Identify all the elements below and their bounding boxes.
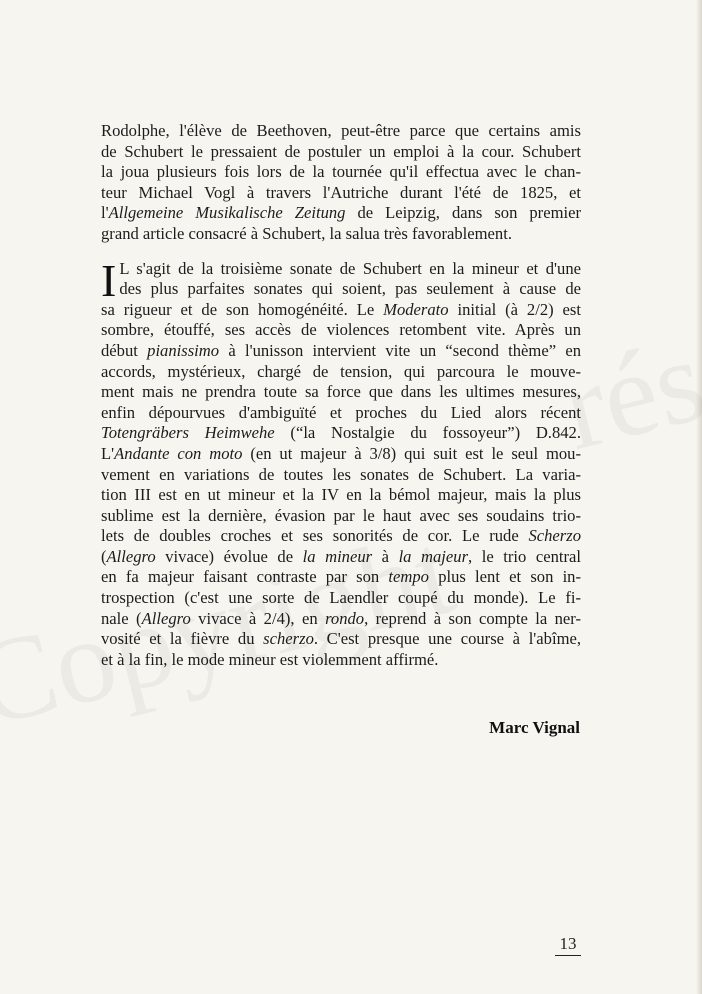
italic-segment: Andante con moto: [114, 443, 243, 463]
text-line: [101, 341, 581, 362]
text-line: [101, 567, 581, 588]
italic-segment: Allegro: [106, 546, 156, 566]
text-line: tion III est en ut mineur et la IV en la bémol majeur, mais la plus: [101, 485, 581, 505]
text-line: sombre, étouffé, ses accès de violences retombent vite. Après un: [101, 320, 581, 340]
text-segment: vivace à 2/4), en: [190, 608, 326, 628]
text-segment: en fa majeur faisant contraste par son: [101, 567, 389, 587]
italic-segment: tempo: [388, 567, 429, 587]
italic-segment: Moderato: [383, 299, 449, 319]
text-segment: vivace) évolue de: [155, 546, 303, 566]
text-line: L s'agit de la troisième sonate de Schubert en la mineur et d'une: [119, 258, 581, 278]
text-line: enfin dépourvues d'ambiguïté et proches du Lied alors récent: [101, 402, 581, 422]
page-number: 13: [555, 934, 581, 956]
text-line: [101, 526, 581, 547]
text-line: [101, 203, 581, 224]
text-line: de Schubert le pressaient de postuler un emploi à la cour. Schubert: [101, 141, 581, 161]
text-line: sublime est la dernière, évasion par le haut avec ses soudains trio-: [101, 505, 581, 525]
text-line: grand article consacré à Schubert, la salua très favorablement.: [101, 223, 512, 243]
text-line: la joua plusieurs fois lors de la tournée qu'il effectua avec le chan-: [101, 162, 581, 182]
text-segment: (en ut majeur à 3/8) qui suit est le seul mou-: [242, 443, 581, 463]
page-edge-shadow: [696, 0, 702, 994]
italic-segment: rondo: [325, 608, 365, 628]
italic-segment: scherzo: [263, 629, 314, 649]
italic-segment: Allegro: [141, 608, 191, 628]
text-segment: lets de doubles croches et ses sonorités de cor. Le rude: [101, 526, 529, 546]
text-line: trospection (c'est une sorte de Laendler coupé du monde). Le fi-: [101, 588, 581, 608]
italic-segment: Scherzo: [528, 526, 581, 546]
text-segment: plus lent et son in-: [428, 567, 582, 587]
italic-segment: la mineur: [302, 546, 373, 566]
text-line: [101, 547, 581, 568]
text-segment: (“la Nostalgie du fossoyeur”) D.842.: [274, 423, 581, 443]
drop-cap: I: [101, 254, 117, 306]
text-line: [101, 609, 581, 630]
text-segment: nale (: [101, 608, 142, 628]
text-segment: . C'est presque une course à l'abîme,: [313, 629, 581, 649]
text-line: [101, 300, 581, 321]
text-line: des plus parfaites sonates qui soient, pas seulement à cause de: [119, 279, 581, 299]
italic-segment: Allgemeine Musikalische Zeitung: [108, 203, 346, 223]
text-line: [101, 423, 581, 444]
text-segment: à l'unisson intervient vite un “second thème” en: [219, 340, 581, 360]
text-segment: début: [101, 340, 148, 360]
body-text: [101, 121, 581, 670]
text-segment: l': [101, 203, 109, 223]
text-segment: (: [101, 546, 107, 566]
text-segment: à: [372, 546, 399, 566]
text-line: accords, mystérieux, chargé de tension, qui parcoura le mouve-: [101, 361, 581, 381]
text-segment: sa rigueur et de son homogénéité. Le: [101, 299, 384, 319]
text-line: vement en variations de toutes les sonates de Schubert. La varia-: [101, 464, 581, 484]
text-segment: vosité et la fièvre du: [101, 629, 264, 649]
text-segment: , le trio central: [468, 546, 581, 566]
italic-segment: pianissimo: [147, 340, 220, 360]
text-line: [101, 629, 581, 650]
text-line: ment mais ne prendra toute sa force que dans les ultimes mesures,: [101, 382, 581, 402]
italic-segment: Totengräbers Heimwehe: [101, 423, 275, 443]
text-line: et à la fin, le mode mineur est violemment affirmé.: [101, 649, 439, 669]
italic-segment: la majeur: [398, 546, 469, 566]
author-signature: Marc Vignal: [489, 718, 580, 737]
text-line: [101, 444, 581, 465]
text-segment: initial (à 2/2) est: [448, 299, 581, 319]
text-segment: , reprend à son compte la ner-: [364, 608, 582, 628]
text-segment: de Leipzig, dans son premier: [345, 203, 581, 223]
text-segment: L': [101, 443, 115, 463]
paragraph-2: [101, 254, 582, 671]
text-line: Rodolphe, l'élève de Beethoven, peut-être parce que certains amis: [101, 121, 581, 140]
paragraph-1: [101, 121, 581, 245]
text-line: teur Michael Vogl à travers l'Autriche durant l'été de 1825, et: [101, 182, 581, 202]
